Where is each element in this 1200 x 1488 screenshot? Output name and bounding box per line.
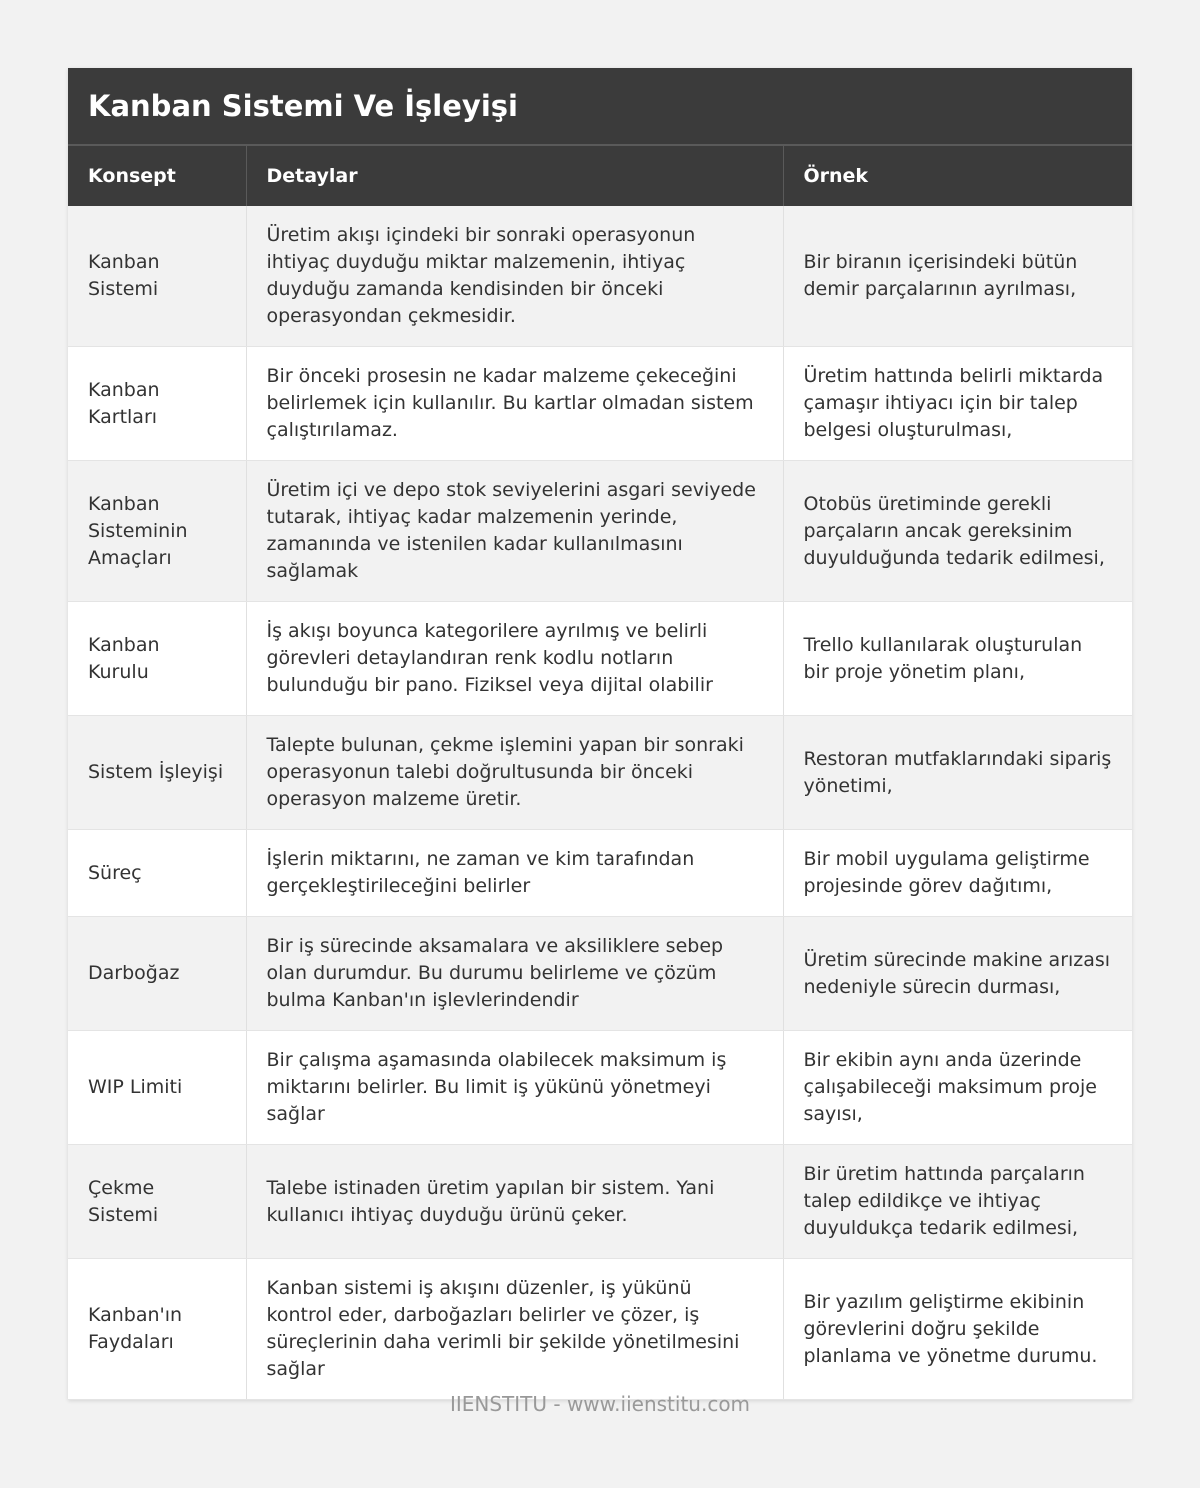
title-bar (68, 68, 1132, 144)
cell-detaylar: Talebe istinaden üretim yapılan bir sistem. Yani kullanıcı ihtiyaç duyduğu ürünü çeker. (246, 1145, 783, 1259)
cell-detaylar: Üretim akışı içindeki bir sonraki operasyonun ihtiyaç duyduğu miktar malzemenin, ihtiyaç duyduğu zamanda kendisinden bir önceki operasyondan çekmesidir. (246, 206, 783, 347)
cell-ornek: Bir mobil uygulama geliştirme projesinde görev dağıtımı, (783, 830, 1132, 917)
table-header-row (68, 145, 1132, 206)
cell-konsept: Darboğaz (68, 917, 246, 1031)
cell-ornek: Üretim sürecinde makine arızası nedeniyle sürecin durması, (783, 917, 1132, 1031)
table-row (68, 1031, 1132, 1145)
cell-konsept: Kanban Sistemi (68, 206, 246, 347)
table-row (68, 716, 1132, 830)
table-row (68, 917, 1132, 1031)
cell-konsept: Kanban'ın Faydaları (68, 1259, 246, 1400)
cell-ornek: Bir ekibin aynı anda üzerinde çalışabileceği maksimum proje sayısı, (783, 1031, 1132, 1145)
cell-ornek: Bir biranın içerisindeki bütün demir parçalarının ayrılması, (783, 206, 1132, 347)
cell-detaylar: Bir önceki prosesin ne kadar malzeme çekeceğini belirlemek için kullanılır. Bu kartlar olmadan sistem çalıştırılamaz. (246, 347, 783, 461)
cell-konsept: Sistem İşleyişi (68, 716, 246, 830)
cell-konsept: Süreç (68, 830, 246, 917)
column-header-ornek: Örnek (783, 145, 1132, 206)
kanban-table (68, 144, 1132, 1400)
cell-ornek: Bir yazılım geliştirme ekibinin görevlerini doğru şekilde planlama ve yönetme durumu. (783, 1259, 1132, 1400)
cell-ornek: Bir üretim hattında parçaların talep edildikçe ve ihtiyaç duyuldukça tedarik edilmesi, (783, 1145, 1132, 1259)
cell-detaylar: Bir iş sürecinde aksamalara ve aksiliklere sebep olan durumdur. Bu durumu belirleme ve çözüm bulma Kanban'ın işlevlerindendir (246, 917, 783, 1031)
cell-detaylar: Bir çalışma aşamasında olabilecek maksimum iş miktarını belirler. Bu limit iş yükünü yönetmeyi sağlar (246, 1031, 783, 1145)
cell-ornek: Üretim hattında belirli miktarda çamaşır ihtiyacı için bir talep belgesi oluşturulması, (783, 347, 1132, 461)
table-row (68, 602, 1132, 716)
table-row (68, 206, 1132, 347)
table-row (68, 1145, 1132, 1259)
cell-ornek: Trello kullanılarak oluşturulan bir proje yönetim planı, (783, 602, 1132, 716)
cell-konsept: Çekme Sistemi (68, 1145, 246, 1259)
table-body (68, 206, 1132, 1400)
table-row (68, 830, 1132, 917)
cell-ornek: Otobüs üretiminde gerekli parçaların ancak gereksinim duyulduğunda tedarik edilmesi, (783, 461, 1132, 602)
cell-detaylar: Kanban sistemi iş akışını düzenler, iş yükünü kontrol eder, darboğazları belirler ve çözer, iş süreçlerinin daha verimli bir şekilde yönetilmesini sağlar (246, 1259, 783, 1400)
cell-detaylar: İşlerin miktarını, ne zaman ve kim tarafından gerçekleştirileceğini belirler (246, 830, 783, 917)
footer-credit: IIENSTITU - www.iienstitu.com (449, 1392, 751, 1416)
table-row (68, 461, 1132, 602)
cell-konsept: Kanban Sisteminin Amaçları (68, 461, 246, 602)
cell-ornek: Restoran mutfaklarındaki sipariş yönetimi, (783, 716, 1132, 830)
table-row (68, 347, 1132, 461)
page-title: Kanban Sistemi Ve İşleyişi (88, 89, 518, 123)
cell-konsept: Kanban Kurulu (68, 602, 246, 716)
cell-konsept: WIP Limiti (68, 1031, 246, 1145)
cell-konsept: Kanban Kartları (68, 347, 246, 461)
column-header-detaylar: Detaylar (246, 145, 783, 206)
cell-detaylar: İş akışı boyunca kategorilere ayrılmış ve belirli görevleri detaylandıran renk kodlu notların bulunduğu bir pano. Fiziksel veya dijital olabilir (246, 602, 783, 716)
column-header-konsept: Konsept (68, 145, 246, 206)
kanban-table-card (68, 68, 1132, 1400)
table-row (68, 1259, 1132, 1400)
cell-detaylar: Üretim içi ve depo stok seviyelerini asgari seviyede tutarak, ihtiyaç kadar malzemenin yerinde, zamanında ve istenilen kadar kullanılmasını sağlamak (246, 461, 783, 602)
cell-detaylar: Talepte bulunan, çekme işlemini yapan bir sonraki operasyonun talebi doğrultusunda bir önceki operasyon malzeme üretir. (246, 716, 783, 830)
